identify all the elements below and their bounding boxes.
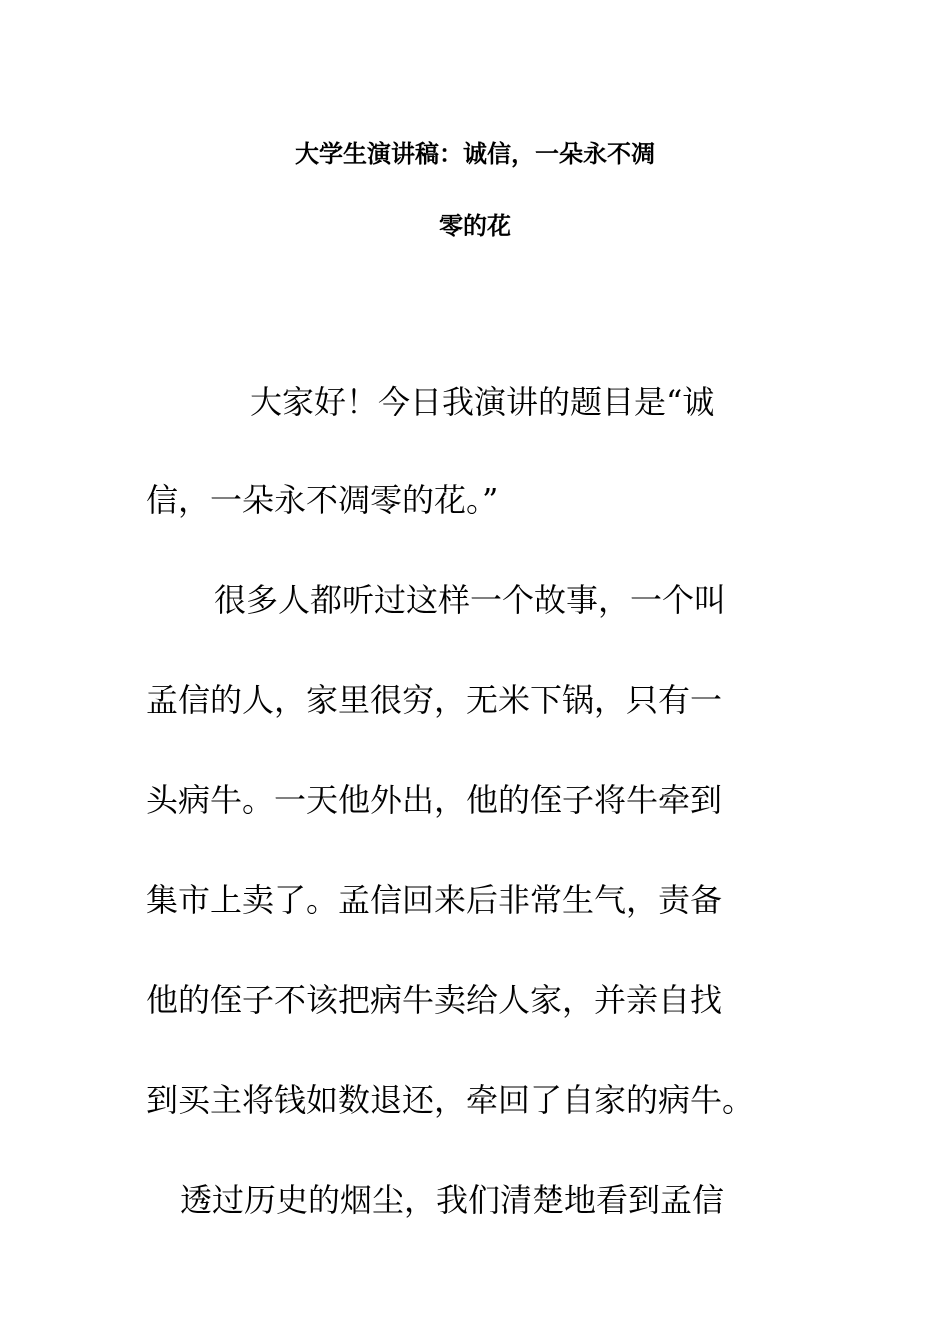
paragraph-line-4: 孟信的人，家里很穷，无米下锅，只有一 (146, 681, 723, 719)
paragraph-line-9: 透过历史的烟尘，我们清楚地看到孟信 (180, 1181, 725, 1219)
paragraph-line-3: 很多人都听过这样一个故事，一个叫 (214, 581, 727, 619)
page-title-line-2: 零的花 (439, 211, 511, 240)
paragraph-line-8: 到买主将钱如数退还，牵回了自家的病牛。 (146, 1081, 755, 1119)
paragraph-line-1: 大家好！今日我演讲的题目是“诚 (250, 383, 715, 421)
paragraph-line-2: 信，一朵永不凋零的花。” (146, 481, 499, 519)
page-title-line-1: 大学生演讲稿：诚信，一朵永不凋 (295, 139, 655, 168)
paragraph-line-6: 集市上卖了。孟信回来后非常生气，责备 (146, 881, 723, 919)
paragraph-line-7: 他的侄子不该把病牛卖给人家，并亲自找 (146, 981, 723, 1019)
paragraph-line-5: 头病牛。一天他外出，他的侄子将牛牵到 (146, 781, 723, 819)
